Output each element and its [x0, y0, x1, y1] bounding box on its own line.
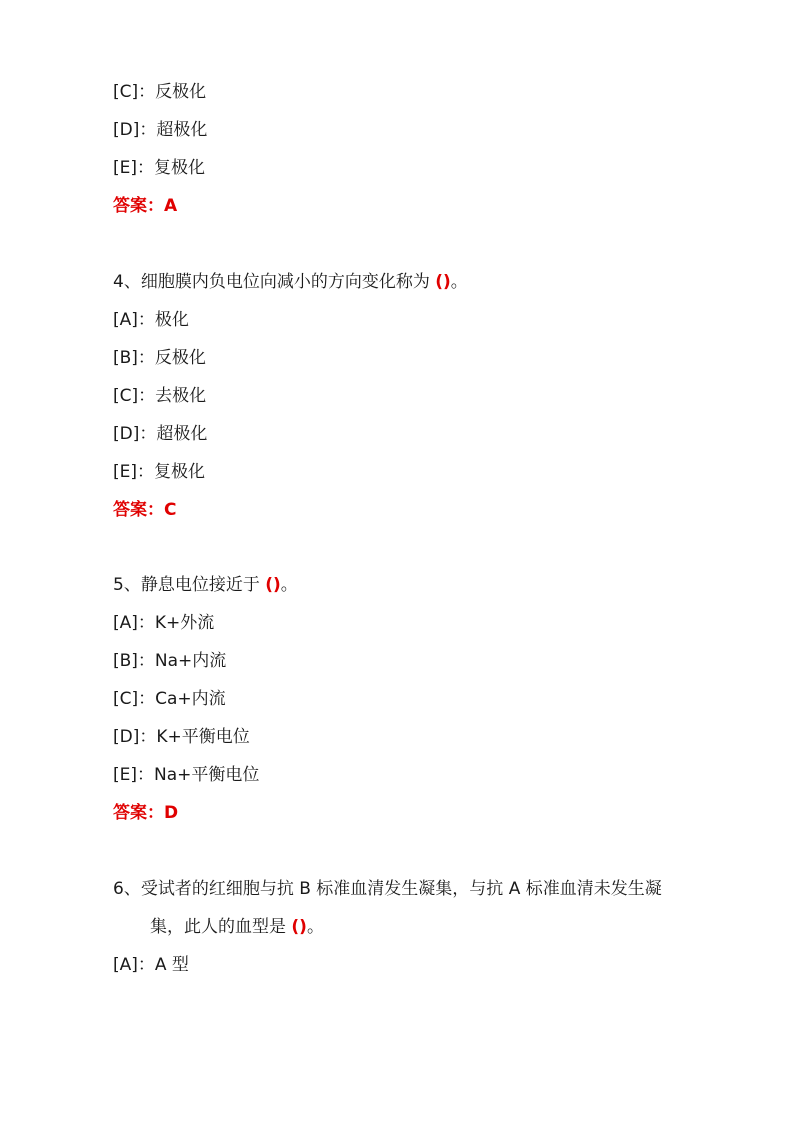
answer-value: C: [164, 500, 177, 520]
option-c: [C]：Ca+内流: [113, 689, 226, 709]
option-b: [B]：Na+内流: [113, 651, 227, 671]
question-6-stem-line1: 6、受试者的红细胞与抗 B 标准血清发生凝集，与抗 A 标准血清未发生凝: [113, 879, 662, 899]
answer-line: [113, 194, 177, 218]
answer-blank: (): [265, 575, 281, 595]
option-b: [B]：反极化: [113, 348, 206, 368]
question-6-stem-line2: [150, 915, 324, 939]
answer-blank: (): [291, 917, 307, 937]
option-e: [E]：Na+平衡电位: [113, 765, 260, 785]
answer-blank: (): [435, 272, 451, 292]
question-end: 。: [450, 272, 468, 292]
option-c: [C]：去极化: [113, 386, 207, 406]
question-4-stem: [113, 270, 468, 294]
answer-label: 答案：: [113, 196, 164, 216]
option-d: [D]：超极化: [113, 120, 208, 140]
question-end: 。: [280, 575, 298, 595]
option-d: [D]：K+平衡电位: [113, 727, 250, 747]
answer-value: D: [164, 803, 179, 823]
question-end: 。: [306, 917, 324, 937]
question-5-stem: [113, 573, 298, 597]
option-d: [D]：超极化: [113, 424, 208, 444]
option-e: [E]：复极化: [113, 158, 206, 178]
question-text: 4、细胞膜内负电位向减小的方向变化称为: [113, 272, 430, 292]
option-a: [A]：A 型: [113, 955, 189, 975]
answer-label: 答案：: [113, 803, 164, 823]
option-a: [A]：K+外流: [113, 613, 215, 633]
answer-line: [113, 498, 176, 522]
option-e: [E]：复极化: [113, 462, 206, 482]
question-text: 集，此人的血型是: [150, 917, 286, 937]
question-text: 5、静息电位接近于: [113, 575, 260, 595]
answer-value: A: [164, 196, 178, 216]
answer-line: [113, 801, 178, 825]
option-c: [C]：反极化: [113, 82, 207, 102]
answer-label: 答案：: [113, 500, 164, 520]
option-a: [A]：极化: [113, 310, 189, 330]
